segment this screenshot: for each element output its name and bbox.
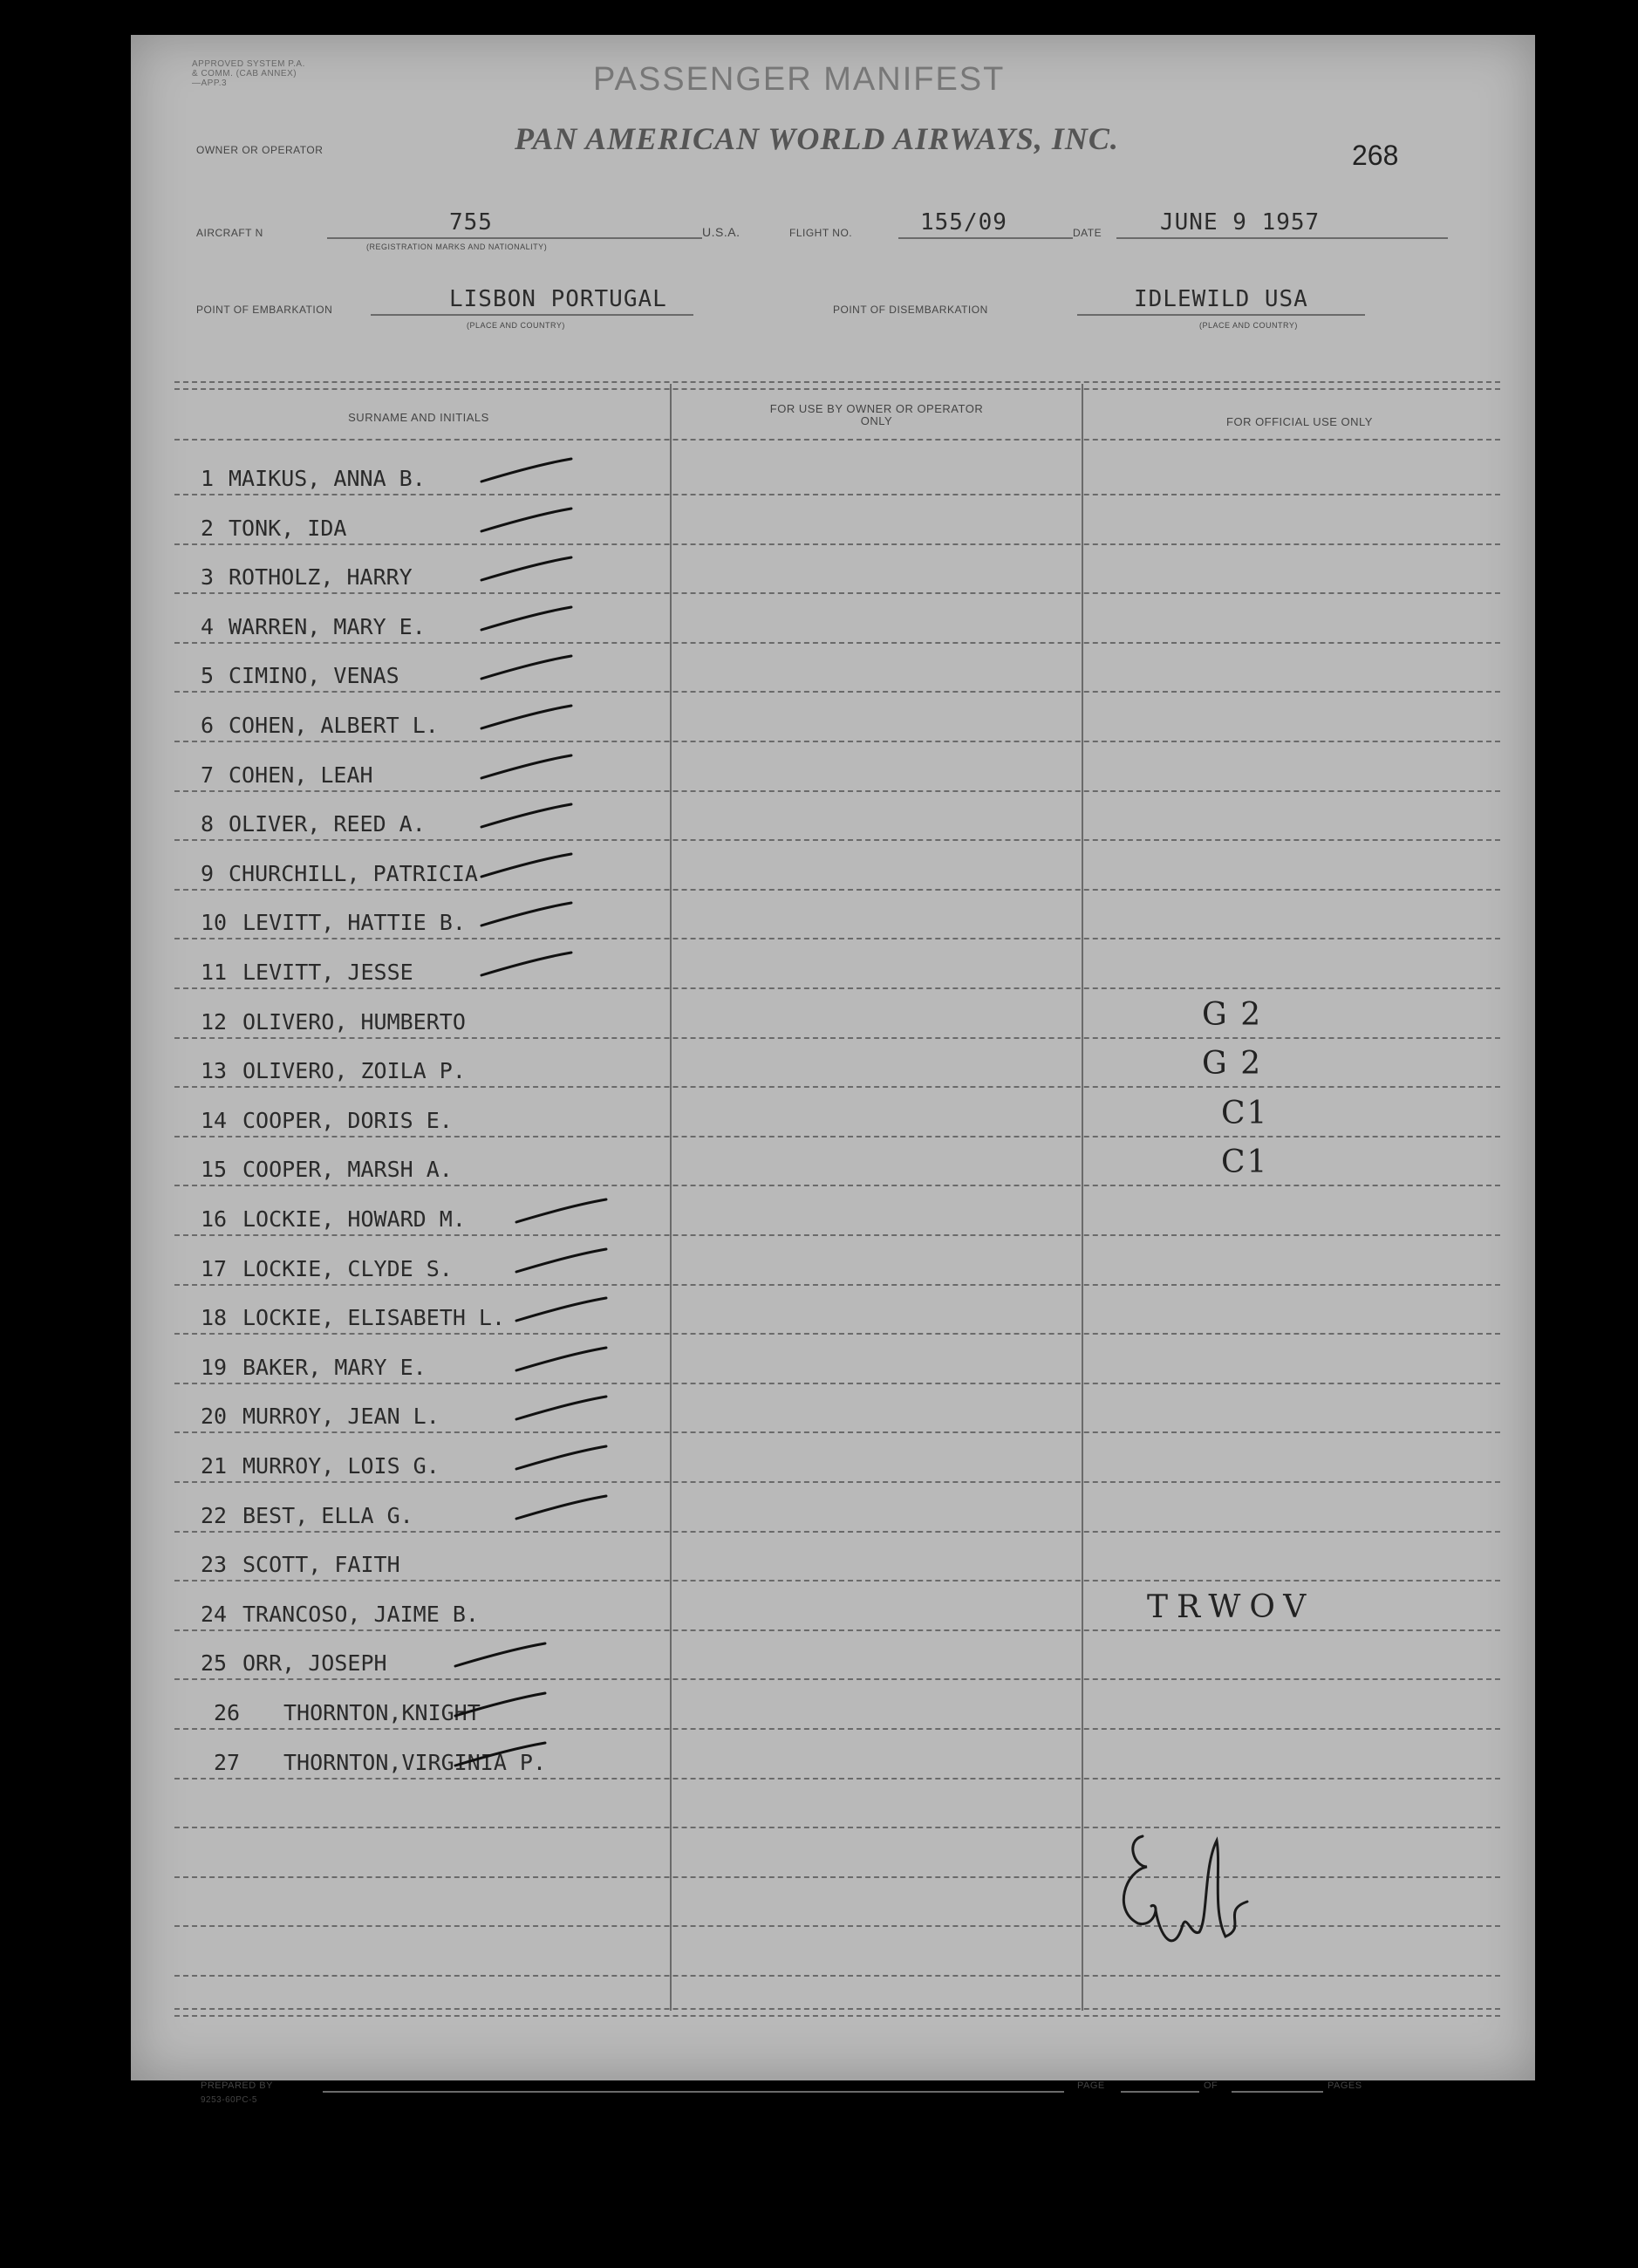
check-mark-icon — [515, 1194, 611, 1229]
check-mark-icon — [515, 1441, 611, 1476]
passenger-name: SCOTT, FAITH — [242, 1552, 400, 1578]
official-note: TRWOV — [1147, 1588, 1315, 1625]
check-mark-icon — [480, 602, 576, 637]
blank-row-rule — [174, 1925, 1500, 1927]
row-rule — [174, 938, 1500, 939]
row-rule — [174, 889, 1500, 891]
row-rule — [174, 1778, 1500, 1780]
row-rule — [174, 1086, 1500, 1088]
flight-label: FLIGHT NO. — [789, 227, 853, 239]
row-rule — [174, 1185, 1500, 1186]
disembark-label: POINT OF DISEMBARKATION — [833, 304, 988, 316]
date-value: JUNE 9 1957 — [1160, 209, 1321, 236]
passenger-number: 14 — [201, 1107, 228, 1133]
disembark-sub: (PLACE AND COUNTRY) — [1199, 321, 1298, 330]
aircraft-sub: (REGISTRATION MARKS AND NATIONALITY) — [366, 243, 548, 251]
passenger-number: 26 — [214, 1700, 241, 1725]
check-mark-icon — [454, 1638, 549, 1673]
row-rule — [174, 1431, 1500, 1433]
blank-row-rule — [174, 1876, 1500, 1878]
col-operator-header: FOR USE BY OWNER OR OPERATOR ONLY — [769, 402, 984, 427]
row-rule — [174, 592, 1500, 594]
page-label: PAGE — [1077, 2080, 1105, 2091]
approval-stamp: APPROVED SYSTEM P.A. & COMM. (CAB ANNEX)—APP.3 — [192, 59, 305, 88]
check-mark-icon — [480, 454, 576, 488]
passenger-name: OLIVER, REED A. — [229, 811, 426, 837]
passenger-name: COOPER, MARSH A. — [242, 1157, 453, 1183]
row-rule — [174, 691, 1500, 693]
pages-label: PAGES — [1327, 2080, 1362, 2091]
passenger-number: 2 — [201, 515, 215, 541]
passenger-name: LOCKIE, HOWARD M. — [242, 1206, 466, 1232]
passenger-number: 15 — [201, 1157, 228, 1183]
passenger-name: OLIVERO, HUMBERTO — [242, 1008, 466, 1035]
row-rule — [174, 1481, 1500, 1483]
passenger-number: 17 — [201, 1255, 228, 1281]
passenger-number: 5 — [201, 663, 215, 689]
passenger-number: 16 — [201, 1206, 228, 1232]
row-rule — [174, 1284, 1500, 1286]
passenger-number: 23 — [201, 1552, 228, 1578]
passenger-number: 20 — [201, 1404, 228, 1430]
passenger-number: 19 — [201, 1354, 228, 1380]
passenger-number: 21 — [201, 1453, 228, 1479]
official-note: G 2 — [1202, 1046, 1263, 1083]
document-title: PASSENGER MANIFEST — [593, 61, 1006, 98]
passenger-name: THORNTON,KNIGHT — [283, 1700, 481, 1725]
row-rule — [174, 1136, 1500, 1137]
row-rule — [174, 741, 1500, 742]
passenger-number: 12 — [201, 1008, 228, 1035]
check-mark-icon — [515, 1342, 611, 1377]
airline-name: PAN AMERICAN WORLD AIRWAYS, INC. — [515, 121, 1119, 156]
embark-label: POINT OF EMBARKATION — [196, 304, 333, 316]
passenger-number: 18 — [201, 1305, 228, 1331]
prepared-label: PREPARED BY — [201, 2080, 273, 2091]
passenger-number: 10 — [201, 910, 228, 936]
passenger-number: 8 — [201, 811, 215, 837]
row-rule — [174, 642, 1500, 644]
passenger-name: LOCKIE, CLYDE S. — [242, 1255, 453, 1281]
passenger-name: BAKER, MARY E. — [242, 1354, 427, 1380]
check-mark-icon — [515, 1391, 611, 1426]
passenger-number: 11 — [201, 960, 228, 985]
check-mark-icon — [454, 1738, 549, 1773]
row-rule — [174, 1234, 1500, 1236]
form-code: 9253-60PC-5 — [201, 2095, 257, 2105]
passenger-name: ORR, JOSEPH — [242, 1650, 387, 1677]
check-mark-icon — [480, 947, 576, 982]
passenger-name: LOCKIE, ELISABETH L. — [242, 1305, 506, 1331]
passenger-name: LEVITT, JESSE — [242, 960, 413, 985]
aircraft-label: AIRCRAFT N — [196, 227, 263, 239]
row-rule — [174, 1037, 1500, 1039]
embark-sub: (PLACE AND COUNTRY) — [467, 321, 565, 330]
of-label: OF — [1204, 2080, 1218, 2091]
manifest-page — [131, 35, 1535, 2105]
date-label: DATE — [1073, 227, 1102, 239]
col-surname-header: SURNAME AND INITIALS — [348, 411, 489, 424]
passenger-name: COHEN, LEAH — [229, 762, 373, 788]
official-note: C1 — [1221, 1144, 1269, 1181]
check-mark-icon — [515, 1244, 611, 1279]
check-mark-icon — [480, 651, 576, 686]
passenger-number: 1 — [201, 466, 215, 491]
passenger-number: 27 — [214, 1749, 241, 1775]
page-number: 268 — [1352, 140, 1399, 171]
blank-row-rule — [174, 1975, 1500, 1977]
check-mark-icon — [454, 1688, 549, 1723]
passenger-number: 25 — [201, 1650, 228, 1677]
passenger-name: MURROY, JEAN L. — [242, 1404, 440, 1430]
blank-row-rule — [174, 1827, 1500, 1828]
owner-label: OWNER OR OPERATOR — [196, 144, 324, 156]
passenger-name: COHEN, ALBERT L. — [229, 713, 439, 738]
passenger-number: 4 — [201, 613, 215, 639]
col-official-header: FOR OFFICIAL USE ONLY — [1226, 415, 1373, 428]
official-note: C1 — [1221, 1095, 1269, 1131]
passenger-name: TRANCOSO, JAIME B. — [242, 1601, 479, 1627]
passenger-name: THORNTON,VIRGINIA P. — [283, 1749, 547, 1775]
passenger-name: BEST, ELLA G. — [242, 1502, 413, 1528]
row-rule — [174, 1383, 1500, 1384]
check-mark-icon — [515, 1293, 611, 1328]
passenger-name: COOPER, DORIS E. — [242, 1107, 453, 1133]
passenger-name: CHURCHILL, PATRICIA — [229, 860, 478, 886]
passenger-number: 9 — [201, 860, 215, 886]
passenger-name: TONK, IDA — [229, 515, 347, 541]
passenger-number: 24 — [201, 1601, 228, 1627]
row-rule — [174, 1333, 1500, 1335]
check-mark-icon — [480, 849, 576, 884]
row-rule — [174, 839, 1500, 841]
country-label: U.S.A. — [702, 225, 741, 239]
check-mark-icon — [480, 700, 576, 735]
disembark-value: IDLEWILD USA — [1134, 286, 1308, 312]
aircraft-value: 755 — [449, 209, 493, 236]
check-mark-icon — [480, 503, 576, 538]
passenger-name: MAIKUS, ANNA B. — [229, 466, 426, 491]
row-rule — [174, 1678, 1500, 1680]
row-rule — [174, 1629, 1500, 1631]
flight-value: 155/09 — [920, 209, 1007, 236]
embark-value: LISBON PORTUGAL — [449, 286, 667, 312]
check-mark-icon — [515, 1491, 611, 1526]
passenger-name: WARREN, MARY E. — [229, 613, 426, 639]
passenger-number: 3 — [201, 564, 215, 591]
passenger-name: CIMINO, VENAS — [229, 663, 399, 689]
row-rule — [174, 790, 1500, 792]
passenger-name: ROTHOLZ, HARRY — [229, 564, 413, 591]
row-rule — [174, 494, 1500, 495]
row-rule — [174, 543, 1500, 545]
passenger-name: OLIVERO, ZOILA P. — [242, 1058, 466, 1084]
check-mark-icon — [480, 552, 576, 587]
passenger-number: 7 — [201, 762, 215, 788]
check-mark-icon — [480, 898, 576, 932]
official-note: G 2 — [1202, 996, 1263, 1033]
row-rule — [174, 987, 1500, 989]
check-mark-icon — [480, 799, 576, 834]
official-signature — [1108, 1806, 1300, 2006]
row-rule — [174, 1580, 1500, 1581]
passenger-name: MURROY, LOIS G. — [242, 1453, 440, 1479]
row-rule — [174, 1531, 1500, 1533]
row-rule — [174, 1728, 1500, 1730]
passenger-number: 13 — [201, 1058, 228, 1084]
passenger-number: 6 — [201, 713, 215, 738]
check-mark-icon — [480, 750, 576, 785]
passenger-name: LEVITT, HATTIE B. — [242, 910, 466, 936]
passenger-number: 22 — [201, 1502, 228, 1528]
